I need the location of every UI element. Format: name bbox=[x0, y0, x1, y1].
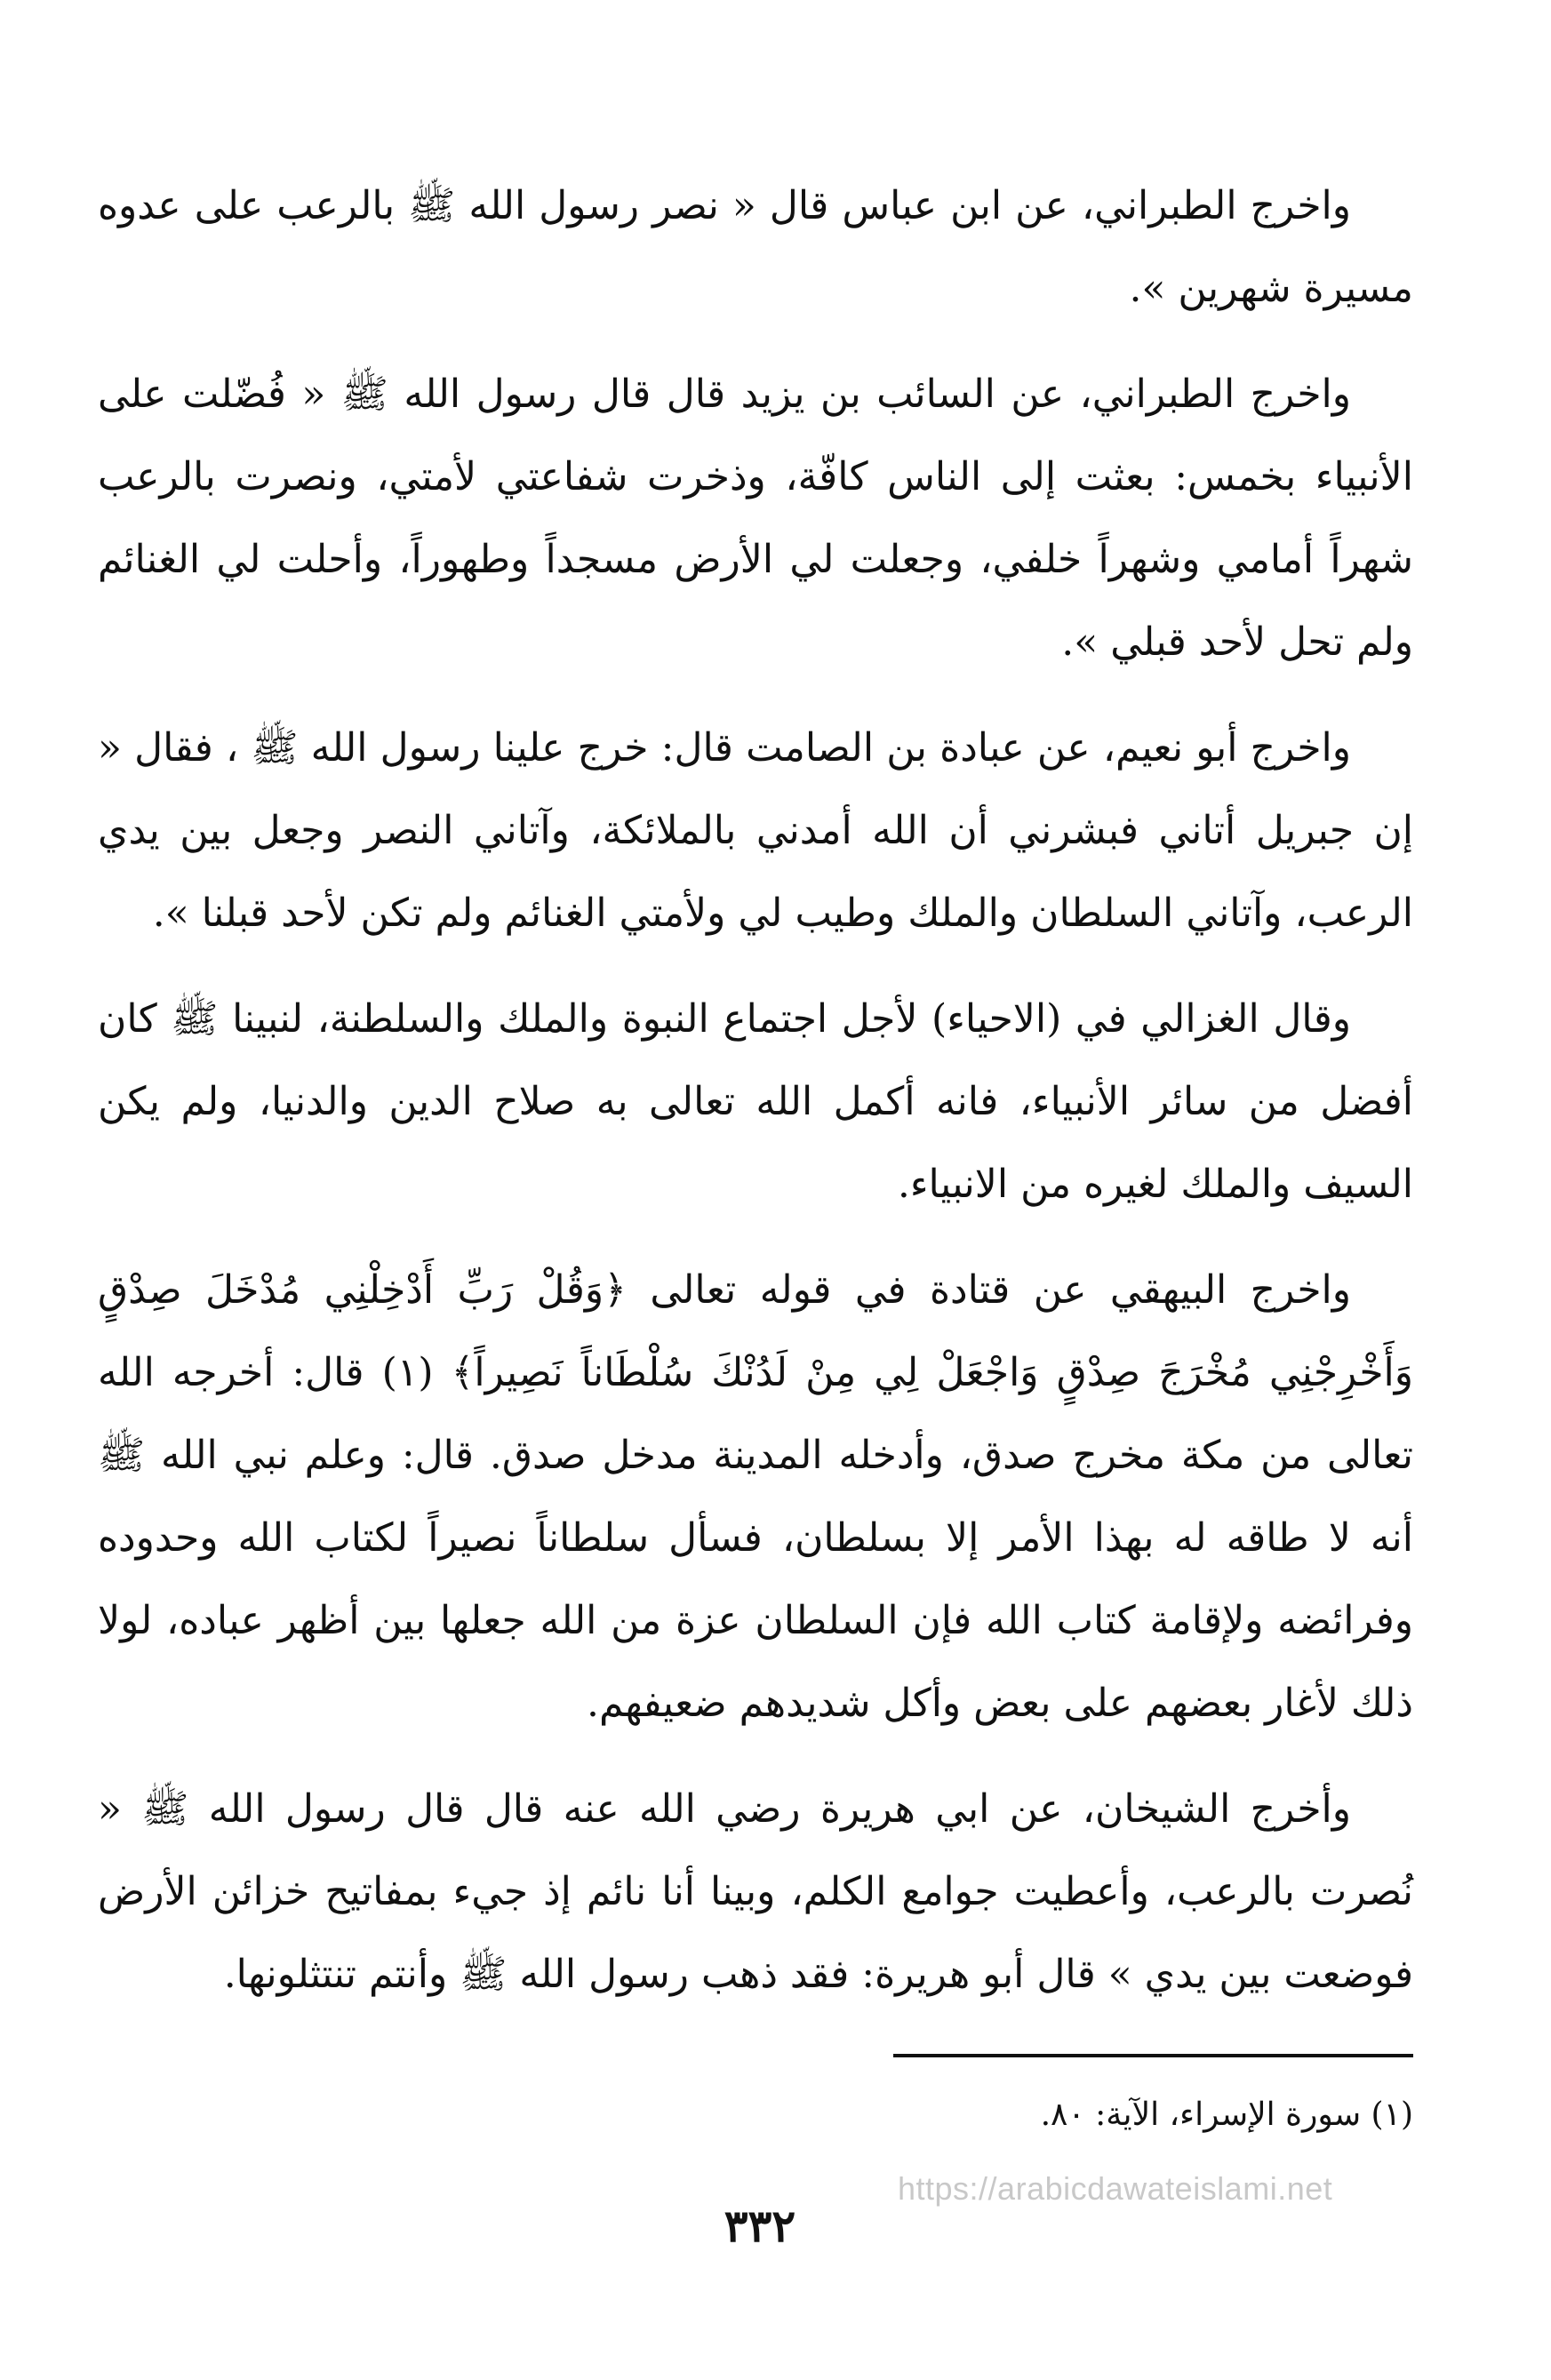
paragraph-4: وقال الغزالي في (الاحياء) لأجل اجتماع النبوة والملك والسلطنة، لنبينا ﷺ كان أفضل من سائر الأنبياء، فانه أكمل الله تعالى به صلاح الدين والدنيا، ولم يكن السيف والملك لغيره من الانبياء. bbox=[98, 996, 1413, 1207]
paragraph-2: واخرج الطبراني، عن السائب بن يزيد قال قال رسول الله ﷺ « فُضّلت على الأنبياء بخمس: بعثت إلى الناس كافّة، وذخرت شفاعتي لأمتي، ونصرت بالرعب شهراً أمامي وشهراً خلفي، وجعلت لي الأرض مسجداً وطهوراً، وأحلت لي الغنائم ولم تحل لأحد قبلي ». bbox=[98, 371, 1413, 665]
main-text bbox=[98, 164, 1413, 2039]
footnote-separator bbox=[893, 2054, 1413, 2057]
paragraph-5: واخرج البيهقي عن قتادة في قوله تعالى ﴿وَقُلْ رَبِّ أَدْخِلْنِي مُدْخَلَ صِدْقٍ وَأَخْرِجْنِي مُخْرَجَ صِدْقٍ وَاجْعَلْ لِي مِنْ لَدُنْكَ سُلْطَاناً نَصِيراً﴾ (١) قال: أخرجه الله تعالى من مكة مخرج صدق، وأدخله المدينة مدخل صدق. قال: وعلم نبي الله ﷺ أنه لا طاقه له بهذا الأمر إلا بسلطان، فسأل سلطاناً نصيراً لكتاب الله وحدوده وفرائضه ولإقامة كتاب الله فإن السلطان عزة من الله جعلها بين أظهر عباده، لولا ذلك لأغار بعضهم على بعض وأكل شديدهم ضعيفهم. bbox=[98, 1267, 1413, 1726]
paragraph-6: وأخرج الشيخان، عن ابي هريرة رضي الله عنه قال قال رسول الله ﷺ « نُصرت بالرعب، وأعطيت جوامع الكلم، وبينا أنا نائم إذ جيء بمفاتيح خزائن الأرض فوضعت بين يدي » قال أبو هريرة: فقد ذهب رسول الله ﷺ وأنتم تنتثلونها. bbox=[98, 1786, 1413, 1997]
paragraph-3: واخرج أبو نعيم، عن عبادة بن الصامت قال: خرج علينا رسول الله ﷺ ، فقال « إن جبريل أتاني فبشرني أن الله أمدني بالملائكة، وآتاني النصر وجعل بين يدي الرعب، وآتاني السلطان والملك وطيب لي ولأمتي الغنائم ولم تكن لأحد قبلنا ». bbox=[98, 725, 1413, 936]
paragraph-1: واخرج الطبراني، عن ابن عباس قال « نصر رسول الله ﷺ بالرعب على عدوه مسيرة شهرين ». bbox=[98, 183, 1413, 311]
page-number: ٣٣٢ bbox=[724, 2200, 796, 2252]
watermark-url: https://arabicdawateislami.net bbox=[898, 2170, 1333, 2207]
footnote: (١) سورة الإسراء، الآية: ٨٠. bbox=[1040, 2096, 1413, 2133]
